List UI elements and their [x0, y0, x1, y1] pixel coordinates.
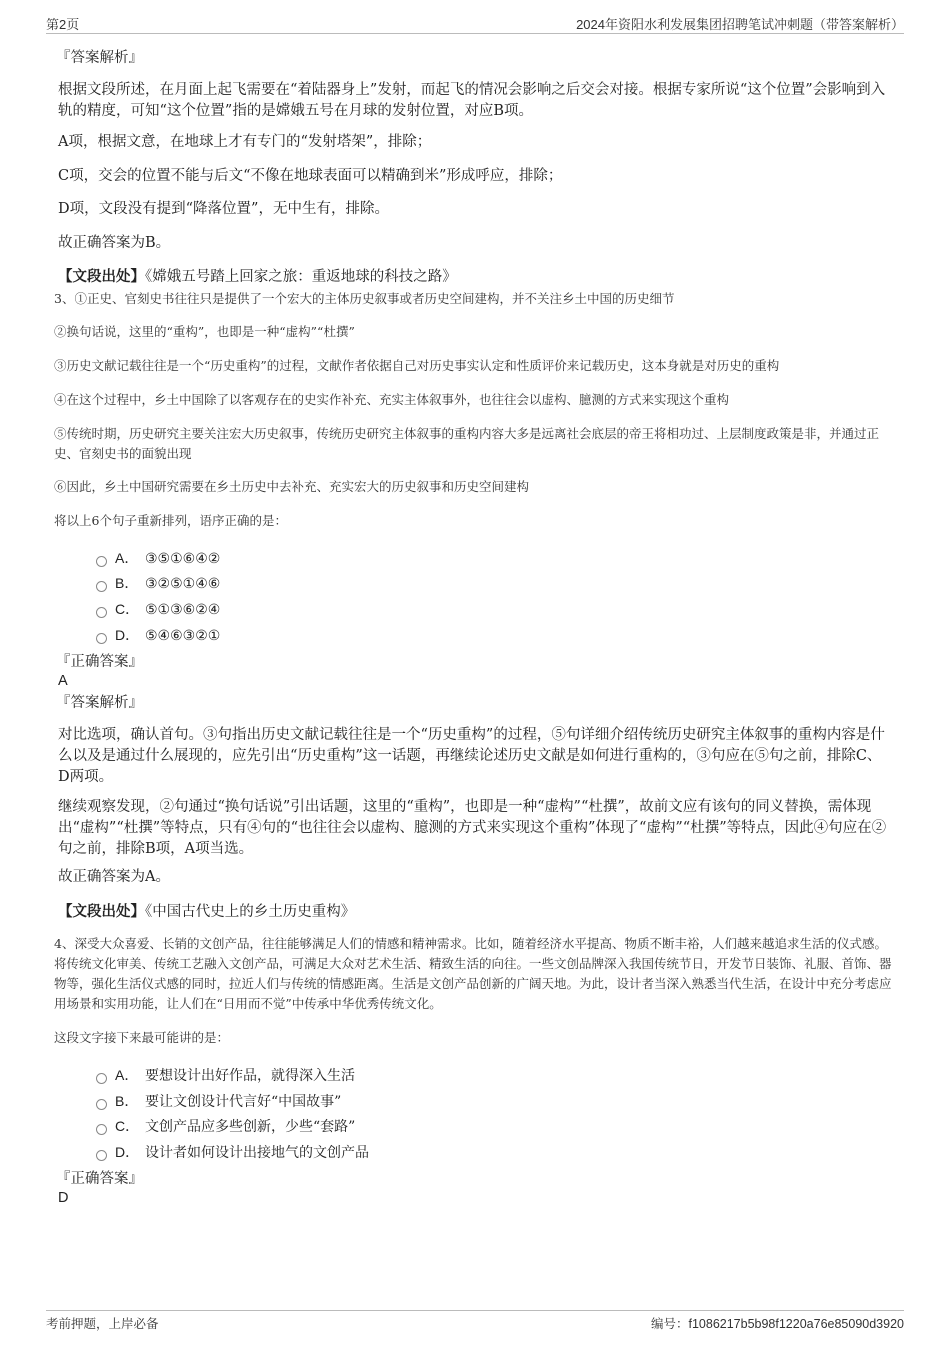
q3-sentence-6: ⑥因此，乡土中国研究需要在乡土历史中去补充、充实宏大的历史叙事和历史空间建构	[54, 479, 530, 494]
option-key: A．	[115, 550, 139, 566]
q4-answer: D	[58, 1190, 69, 1206]
q4-option-d[interactable]	[96, 1142, 369, 1162]
q3-source	[58, 901, 355, 923]
q3-source-label: 【文段出处】	[58, 903, 145, 920]
option-text: 设计者如何设计出接地气的文创产品	[145, 1145, 369, 1161]
radio-icon[interactable]	[96, 581, 107, 592]
q2-analysis-p1: 根据文段所述，在月面上起飞需要在“着陆器身上”发射，而起飞的情况会影响之后交会对接。根据专家所说“这个位置”会影响到入轨的精度，可知“这个位置”指的是嫦娥五号在月球的发射位置，对应B项。	[58, 82, 886, 119]
q3-option-c[interactable]	[96, 599, 220, 619]
q3-sentence-5: ⑤传统时期，历史研究主要关注宏大历史叙事，传统历史研究主体叙事的重构内容大多是远离社会底层的帝王将相功过、上层制度政策是非，并通过正史、官刻史书的面貌出现	[54, 426, 880, 461]
q2-source-text: 《嫦娥五号踏上回家之旅：重返地球的科技之路》	[145, 269, 457, 285]
option-text: 要让文创设计代言好“中国故事”	[145, 1094, 342, 1110]
q3-option-d[interactable]	[96, 625, 220, 645]
option-text: ③②⑤①④⑥	[145, 576, 221, 592]
q2-analysis-p3: C项，交会的位置不能与后文“不像在地球表面可以精确到米”形成呼应，排除；	[58, 168, 563, 184]
option-text: ⑤④⑥③②①	[145, 628, 221, 644]
option-text: 要想设计出好作品，就得深入生活	[145, 1068, 355, 1084]
q3-analysis-p2: 继续观察发现，②句通过“换句话说”引出话题，这里的“重构”，也即是一种“虚构”“杜撰”，故前文应有该句的同义替换，需体现出“虚构”“杜撰”等特点，只有④句的“也往往会以虚构、臆测的方式来实现这个重构”体现了“虚构”“杜撰”等特点，因此④句应在②句之前，排除B项，A项当选。	[58, 799, 887, 857]
radio-icon[interactable]	[96, 1099, 107, 1110]
radio-icon[interactable]	[96, 1073, 107, 1084]
footer-code-value: f1086217b5b98f1220a76e85090d3920	[688, 1317, 904, 1331]
q3-option-a[interactable]	[96, 548, 220, 568]
q3-answer-label: 『正确答案』	[56, 654, 143, 670]
q2-analysis-p5: 故正确答案为B。	[58, 235, 171, 251]
q3-sentence-2: ②换句话说，这里的“重构”，也即是一种“虚构”“杜撰”	[54, 324, 355, 339]
option-key: D．	[115, 627, 140, 643]
q3-source-text: 《中国古代史上的乡土历史重构》	[145, 904, 356, 920]
q3-answer: A	[58, 673, 68, 689]
q4-answer-label: 『正确答案』	[56, 1171, 143, 1187]
header-divider	[46, 33, 904, 34]
page-number: 第2页	[46, 17, 80, 32]
option-text: 文创产品应多些创新，少些“套路”	[145, 1119, 356, 1135]
q3-analysis-p3: 故正确答案为A。	[58, 869, 170, 885]
q4-option-a[interactable]	[96, 1065, 355, 1085]
q3-sentence-4: ④在这个过程中，乡土中国除了以客观存在的史实作补充、充实主体叙事外，也往往会以虚构、臆测的方式来实现这个重构	[54, 392, 730, 407]
option-key: C．	[115, 601, 140, 617]
q3-prompt: 将以上6个句子重新排列，语序正确的是：	[54, 513, 287, 528]
radio-icon[interactable]	[96, 556, 107, 567]
footer-divider	[46, 1310, 904, 1311]
q2-analysis-label: 『答案解析』	[56, 50, 143, 66]
footer-slogan: 考前押题，上岸必备	[46, 1316, 159, 1331]
q3-sentence-3: ③历史文献记载往往是一个“历史重构”的过程，文献作者依据自己对历史事实认定和性质评价来记载历史，这本身就是对历史的重构	[54, 358, 780, 373]
q3-analysis-label: 『答案解析』	[56, 695, 143, 711]
option-text: ③⑤①⑥④②	[145, 551, 221, 567]
q4-option-c[interactable]	[96, 1116, 355, 1136]
q3-sentence-1: 3、①正史、官刻史书往往只是提供了一个宏大的主体历史叙事或者历史空间建构，并不关注乡土中国的历史细节	[54, 291, 675, 306]
q2-source-label: 【文段出处】	[58, 268, 145, 285]
footer-code	[651, 1314, 904, 1332]
q3-option-b[interactable]	[96, 573, 220, 593]
q4-stem: 4、深受大众喜爱、长销的文创产品，往往能够满足人们的情感和精神需求。比如，随着经济水平提高、物质不断丰裕，人们越来越追求生活的仪式感。将传统文化审美、传统工艺融入文创产品，可满足大众对艺术生活、精致生活的向往。一些文创品牌深入我国传统节日，开发节日装饰、礼服、首饰、器物等，强化生活仪式感的同时，拉近人们与传统的情感距离。生活是文创产品创新的广阔天地。为此，设计者当深入熟悉当代生活，在设计中充分考虑应用场景和实用功能，让人们在“日用而不觉”中传承中华优秀传统文化。	[54, 936, 892, 1011]
radio-icon[interactable]	[96, 633, 107, 644]
radio-icon[interactable]	[96, 607, 107, 618]
q2-analysis-p2: A项，根据文意，在地球上才有专门的“发射塔架”，排除；	[58, 134, 432, 150]
q2-analysis-p4: D项，文段没有提到“降落位置”，无中生有，排除。	[58, 201, 389, 217]
option-key: A．	[115, 1067, 139, 1083]
option-key: B．	[115, 1093, 139, 1109]
q4-option-b[interactable]	[96, 1091, 341, 1111]
q3-analysis-p1: 对比选项，确认首句。③句指出历史文献记载往往是一个“历史重构”的过程，⑤句详细介绍传统历史研究主体叙事的重构内容是什么以及是通过什么展现的，应先引出“历史重构”这一话题，再继续论述历史文献是如何进行重构的，③句应在⑤句之前，排除C、D两项。	[58, 727, 885, 785]
option-text: ⑤①③⑥②④	[145, 602, 221, 618]
option-key: D．	[115, 1144, 140, 1160]
option-key: C．	[115, 1118, 140, 1134]
option-key: B．	[115, 575, 139, 591]
radio-icon[interactable]	[96, 1124, 107, 1135]
q4-prompt: 这段文字接下来最可能讲的是：	[54, 1030, 230, 1045]
footer-code-label: 编号：	[650, 1316, 689, 1331]
document-title: 2024年资阳水利发展集团招聘笔试冲刺题（带答案解析）	[576, 17, 904, 32]
radio-icon[interactable]	[96, 1150, 107, 1161]
q2-source	[58, 266, 457, 288]
